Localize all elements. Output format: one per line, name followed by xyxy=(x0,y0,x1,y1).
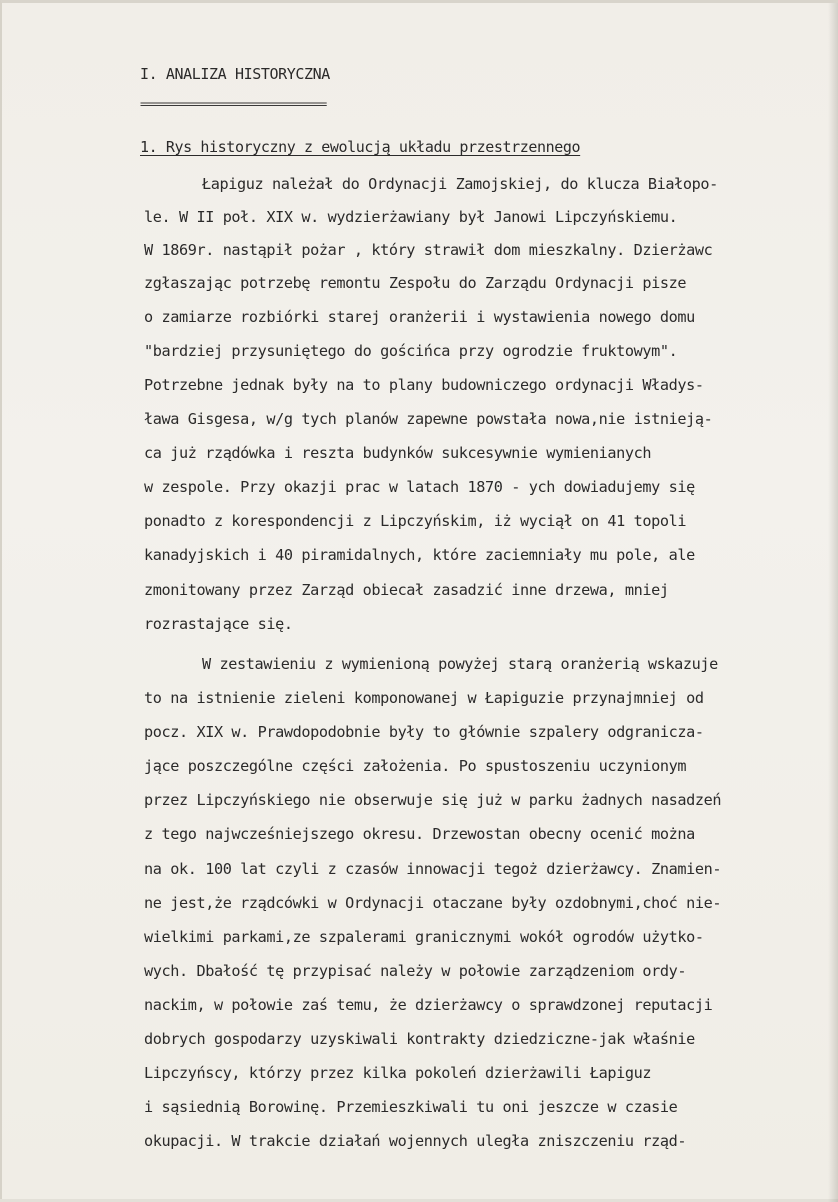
subsection-heading: 1. Rys historyczny z ewolucją układu przestrzennego xyxy=(140,138,581,156)
text-line: przez Lipczyńskiego nie obserwuje się już w parku żadnych nasadzeń xyxy=(144,791,722,809)
text-line: le. W II poł. XIX w. wydzierżawiany był Janowi Lipczyńskiemu. xyxy=(144,208,678,226)
text-line: w zespole. Przy okazji prac w latach 1870 - ych dowiadujemy się xyxy=(144,478,695,496)
text-line: W zestawieniu z wymienioną powyżej starą oranżerią wskazuje xyxy=(202,655,718,673)
text-line: o zamiarze rozbiórki starej oranżerii i wystawienia nowego domu xyxy=(144,308,695,326)
text-line: Potrzebne jednak były na to plany budowniczego ordynacji Władys- xyxy=(144,376,704,394)
text-line: zgłaszając potrzebę remontu Zespołu do Zarządu Ordynacji pisze xyxy=(144,274,687,292)
text-line: dobrych gospodarzy uzyskiwali kontrakty dziedziczne-jak właśnie xyxy=(144,1030,695,1048)
text-line: Łapiguz należał do Ordynacji Zamojskiej, do klucza Białopo- xyxy=(202,175,718,193)
text-line: wych. Dbałość tę przypisać należy w połowie zarządzeniom ordy- xyxy=(144,962,687,980)
text-line: to na istnienie zieleni komponowanej w Łapiguzie przynajmniej od xyxy=(144,689,704,707)
text-line: Lipczyńscy, którzy przez kilka pokoleń dzierżawili Łapiguz xyxy=(144,1064,652,1082)
heading-double-rule: ================================= xyxy=(140,97,326,111)
text-line: wielkimi parkami,ze szpalerami granicznymi wokół ogrodów użytko- xyxy=(144,928,704,946)
text-line: ława Gisgesa, w/g tych planów zapewne powstała nowa,nie istnieją- xyxy=(144,410,713,428)
text-line: i sąsiednią Borowinę. Przemieszkiwali tu oni jeszcze w czasie xyxy=(144,1098,678,1116)
text-line: okupacji. W trakcie działań wojennych uległa zniszczeniu rząd- xyxy=(144,1132,687,1150)
text-line: zmonitowany przez Zarząd obiecał zasadzić inne drzewa, mniej xyxy=(144,581,669,599)
text-line: pocz. XIX w. Prawdopodobnie były to głównie szpalery odgranicza- xyxy=(144,723,704,741)
text-line: rozrastające się. xyxy=(144,615,293,633)
text-line: kanadyjskich i 40 piramidalnych, które zaciemniały mu pole, ale xyxy=(144,546,695,564)
text-line: jące poszczególne części założenia. Po spustoszeniu uczynionym xyxy=(144,757,687,775)
text-line: W 1869r. nastąpił pożar , który strawił dom mieszkalny. Dzierżawc xyxy=(144,241,713,259)
text-line: ne jest,że rządcówki w Ordynacji otaczane były ozdobnymi,choć nie- xyxy=(144,894,722,912)
text-line: ca już rządówka i reszta budynków sukcesywnie wymienianych xyxy=(144,444,652,462)
section-heading: I. ANALIZA HISTORYCZNA xyxy=(140,65,330,83)
text-line: "bardziej przysuniętego do gościńca przy ogrodzie fruktowym". xyxy=(144,342,678,360)
text-line: nackim, w połowie zaś temu, że dzierżawcy o sprawdzonej reputacji xyxy=(144,996,713,1014)
text-line: z tego najwcześniejszego okresu. Drzewostan obecny ocenić można xyxy=(144,825,695,843)
page-edge-shadow xyxy=(828,3,838,1202)
text-line: na ok. 100 lat czyli z czasów innowacji tegoż dzierżawcy. Znamien- xyxy=(144,860,722,878)
text-line: ponadto z korespondencji z Lipczyńskim, iż wyciął on 41 topoli xyxy=(144,512,687,530)
